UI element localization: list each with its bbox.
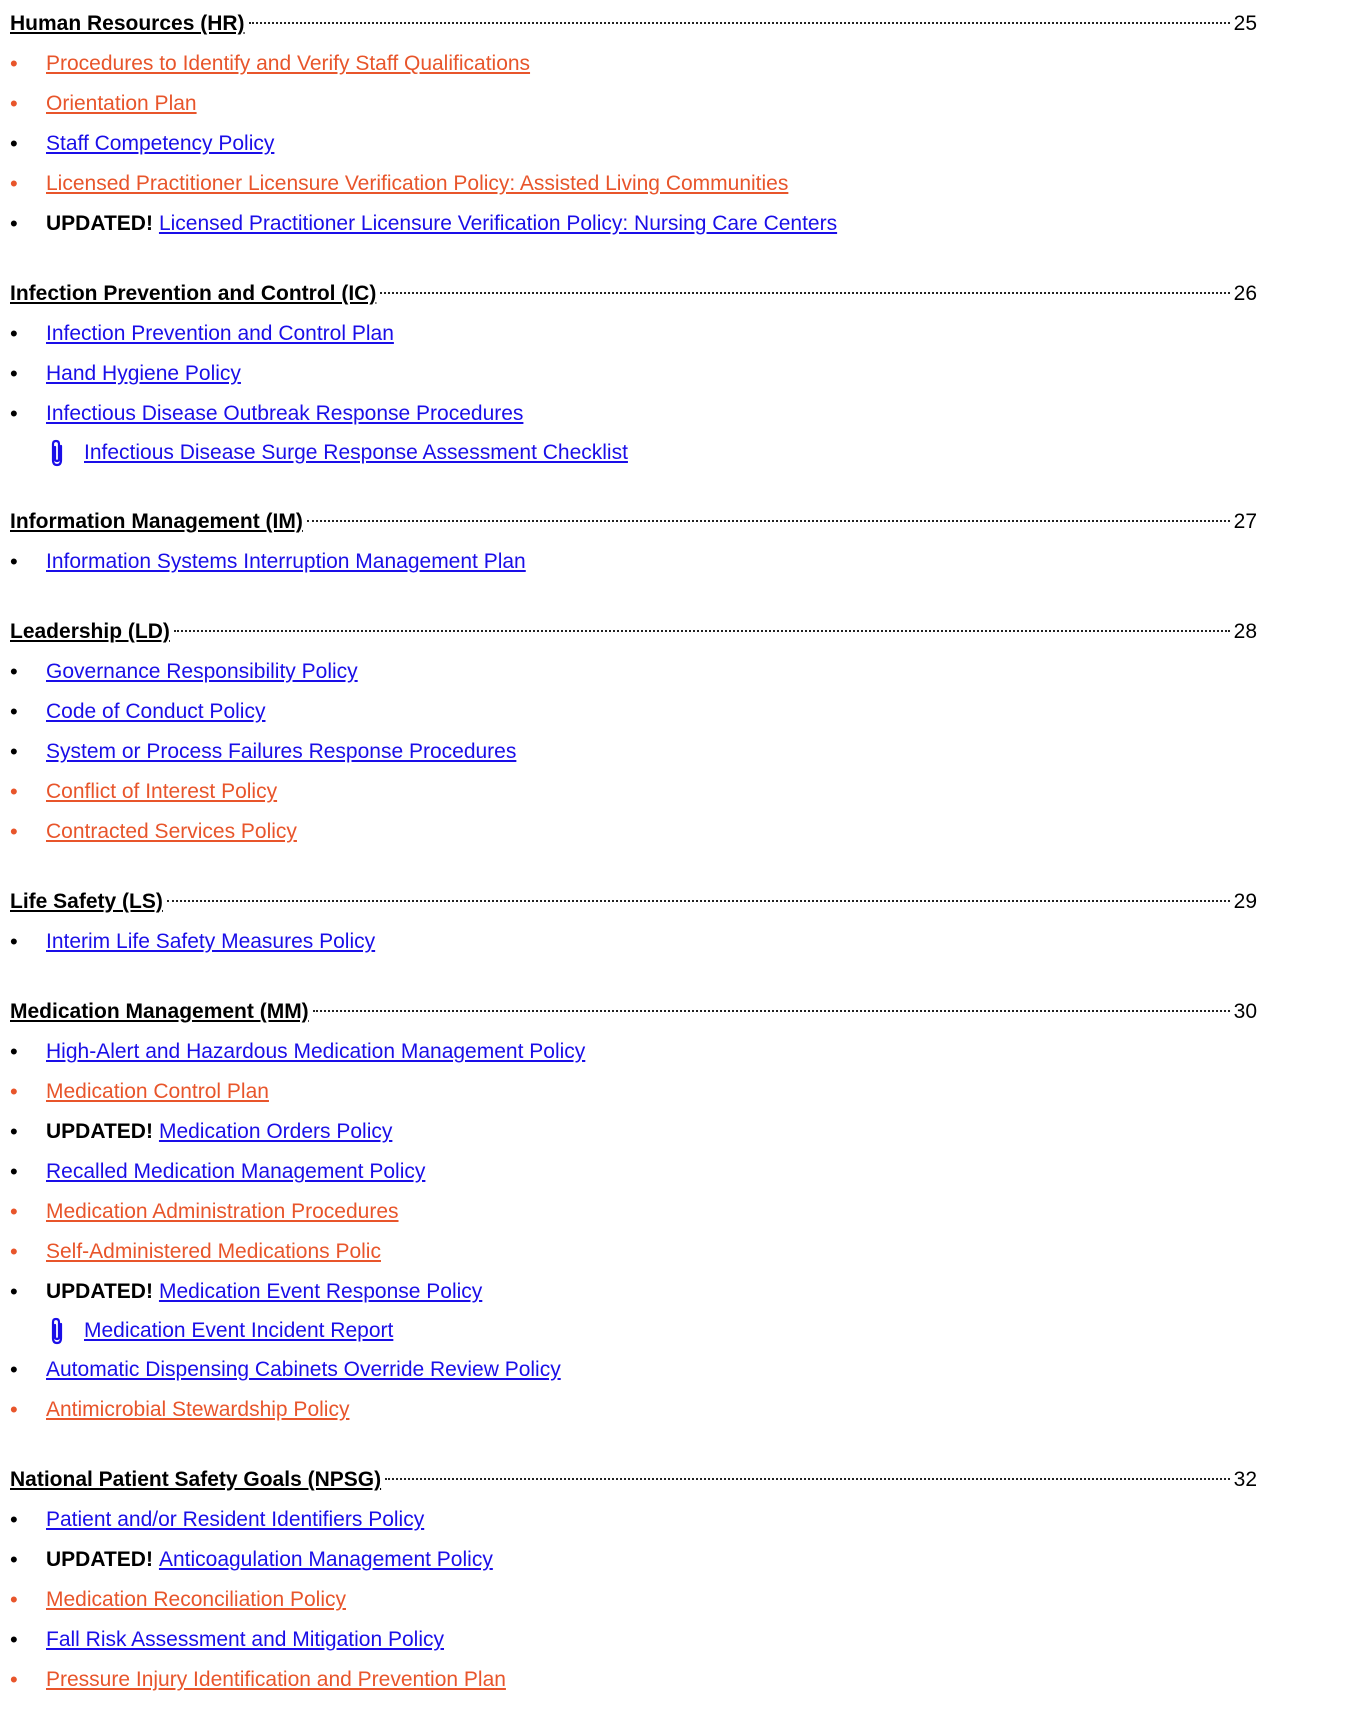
document-link[interactable]: Hand Hygiene Policy bbox=[46, 362, 241, 385]
bullet-icon: • bbox=[10, 361, 18, 386]
toc-section bbox=[10, 1460, 1347, 1700]
list-item bbox=[10, 84, 1347, 124]
bullet-icon: • bbox=[10, 1199, 18, 1224]
bullet-icon: • bbox=[10, 211, 18, 236]
document-link[interactable]: Medication Reconciliation Policy bbox=[46, 1588, 346, 1611]
toc-section bbox=[10, 612, 1347, 852]
toc-section bbox=[10, 4, 1347, 244]
bullet-icon: • bbox=[10, 1239, 18, 1264]
document-link[interactable]: Medication Administration Procedures bbox=[46, 1200, 399, 1223]
list-item bbox=[10, 812, 1347, 852]
document-link[interactable]: Pressure Injury Identification and Prevention Plan bbox=[46, 1668, 506, 1691]
section-item-list bbox=[10, 44, 1347, 244]
list-item bbox=[10, 1192, 1347, 1232]
section-title-link[interactable]: Leadership (LD) bbox=[10, 620, 170, 643]
document-link[interactable]: System or Process Failures Response Procedures bbox=[46, 740, 517, 763]
list-item bbox=[10, 1072, 1347, 1112]
toc-section bbox=[10, 992, 1347, 1430]
bullet-icon: • bbox=[10, 91, 18, 116]
section-title-link[interactable]: Human Resources (HR) bbox=[10, 12, 245, 35]
paperclip-icon bbox=[46, 1316, 68, 1346]
list-item bbox=[10, 1112, 1347, 1152]
list-item bbox=[10, 164, 1347, 204]
document-link[interactable]: Licensed Practitioner Licensure Verification Policy: Nursing Care Centers bbox=[158, 212, 838, 235]
attachment-item bbox=[10, 434, 1347, 472]
page-number: 28 bbox=[1233, 620, 1257, 643]
list-item bbox=[10, 124, 1347, 164]
document-link[interactable]: Staff Competency Policy bbox=[46, 132, 275, 155]
bullet-icon: • bbox=[10, 401, 18, 426]
bullet-icon: • bbox=[10, 1627, 18, 1652]
section-title-link[interactable]: Information Management (IM) bbox=[10, 510, 303, 533]
toc-section bbox=[10, 274, 1347, 472]
document-link[interactable]: Fall Risk Assessment and Mitigation Policy bbox=[46, 1628, 444, 1651]
section-title-link[interactable]: Life Safety (LS) bbox=[10, 890, 163, 913]
section-heading bbox=[10, 274, 1257, 314]
bullet-icon: • bbox=[10, 321, 18, 346]
list-item bbox=[10, 652, 1347, 692]
document-link[interactable]: Conflict of Interest Policy bbox=[46, 780, 278, 803]
list-item bbox=[10, 204, 1347, 244]
toc-section bbox=[10, 882, 1347, 962]
dot-leader bbox=[385, 1477, 1230, 1480]
section-heading bbox=[10, 882, 1257, 922]
toc-section bbox=[10, 502, 1347, 582]
updated-badge: UPDATED! bbox=[46, 1280, 153, 1303]
section-title-link[interactable]: Infection Prevention and Control (IC) bbox=[10, 282, 377, 305]
bullet-icon: • bbox=[10, 1667, 18, 1692]
bullet-icon: • bbox=[10, 929, 18, 954]
updated-badge: UPDATED! bbox=[46, 1120, 153, 1143]
document-link[interactable]: Infection Prevention and Control Plan bbox=[46, 322, 394, 345]
section-item-list bbox=[10, 1500, 1347, 1700]
bullet-icon: • bbox=[10, 131, 18, 156]
bullet-icon: • bbox=[10, 659, 18, 684]
bullet-icon: • bbox=[10, 171, 18, 196]
document-link[interactable]: Contracted Services Policy bbox=[46, 820, 297, 843]
list-item bbox=[10, 354, 1347, 394]
attachment-link[interactable]: Infectious Disease Surge Response Assessment Checklist bbox=[84, 441, 628, 464]
section-title-link[interactable]: National Patient Safety Goals (NPSG) bbox=[10, 1468, 382, 1491]
list-item bbox=[10, 394, 1347, 434]
document-link[interactable]: Automatic Dispensing Cabinets Override Review Policy bbox=[46, 1358, 561, 1381]
list-item bbox=[10, 732, 1347, 772]
bullet-icon: • bbox=[10, 779, 18, 804]
bullet-icon: • bbox=[10, 1279, 18, 1304]
document-link[interactable]: Governance Responsibility Policy bbox=[46, 660, 358, 683]
list-item bbox=[10, 1032, 1347, 1072]
document-link[interactable]: Infectious Disease Outbreak Response Procedures bbox=[46, 402, 524, 425]
document-link[interactable]: Procedures to Identify and Verify Staff Qualifications bbox=[46, 52, 531, 75]
document-link[interactable]: Antimicrobial Stewardship Policy bbox=[46, 1398, 350, 1421]
section-item-list bbox=[10, 314, 1347, 472]
dot-leader bbox=[167, 899, 1230, 902]
list-item bbox=[10, 1660, 1347, 1700]
bullet-icon: • bbox=[10, 549, 18, 574]
list-item bbox=[10, 1620, 1347, 1660]
document-link[interactable]: Medication Control Plan bbox=[46, 1080, 269, 1103]
section-item-list bbox=[10, 1032, 1347, 1430]
section-item-list bbox=[10, 922, 1347, 962]
bullet-icon: • bbox=[10, 1587, 18, 1612]
list-item bbox=[10, 1232, 1347, 1272]
list-item bbox=[10, 44, 1347, 84]
document-link[interactable]: Self-Administered Medications Polic bbox=[46, 1240, 381, 1263]
bullet-icon: • bbox=[10, 1357, 18, 1382]
list-item bbox=[10, 1580, 1347, 1620]
page-number: 25 bbox=[1233, 12, 1257, 35]
page-number: 26 bbox=[1233, 282, 1257, 305]
document-link[interactable]: Recalled Medication Management Policy bbox=[46, 1160, 426, 1183]
list-item bbox=[10, 542, 1347, 582]
dot-leader bbox=[380, 291, 1229, 294]
bullet-icon: • bbox=[10, 1547, 18, 1572]
list-item bbox=[10, 1390, 1347, 1430]
dot-leader bbox=[313, 1009, 1230, 1012]
bullet-icon: • bbox=[10, 1507, 18, 1532]
bullet-icon: • bbox=[10, 1397, 18, 1422]
page-number: 29 bbox=[1233, 890, 1257, 913]
section-heading bbox=[10, 612, 1257, 652]
list-item bbox=[10, 1500, 1347, 1540]
bullet-icon: • bbox=[10, 1159, 18, 1184]
bullet-icon: • bbox=[10, 819, 18, 844]
document-link[interactable]: Patient and/or Resident Identifiers Policy bbox=[46, 1508, 425, 1531]
bullet-icon: • bbox=[10, 739, 18, 764]
paperclip-icon bbox=[46, 438, 68, 468]
list-item bbox=[10, 922, 1347, 962]
list-item bbox=[10, 1350, 1347, 1390]
bullet-icon: • bbox=[10, 699, 18, 724]
list-item bbox=[10, 772, 1347, 812]
section-item-list bbox=[10, 652, 1347, 852]
bullet-icon: • bbox=[10, 51, 18, 76]
list-item bbox=[10, 314, 1347, 354]
document-link[interactable]: Medication Orders Policy bbox=[158, 1120, 393, 1143]
dot-leader bbox=[174, 629, 1230, 632]
bullet-icon: • bbox=[10, 1079, 18, 1104]
document-link[interactable]: Interim Life Safety Measures Policy bbox=[46, 930, 376, 953]
section-heading bbox=[10, 4, 1257, 44]
document-link[interactable]: Medication Event Response Policy bbox=[158, 1280, 483, 1303]
bullet-icon: • bbox=[10, 1119, 18, 1144]
document-link[interactable]: Anticoagulation Management Policy bbox=[158, 1548, 493, 1571]
page-number: 27 bbox=[1233, 510, 1257, 533]
list-item bbox=[10, 1272, 1347, 1312]
attachment-link[interactable]: Medication Event Incident Report bbox=[84, 1319, 394, 1342]
section-heading bbox=[10, 502, 1257, 542]
bullet-icon: • bbox=[10, 1039, 18, 1064]
section-heading bbox=[10, 1460, 1257, 1500]
dot-leader bbox=[249, 21, 1230, 24]
document-link[interactable]: Information Systems Interruption Management Plan bbox=[46, 550, 526, 573]
page-number: 30 bbox=[1233, 1000, 1257, 1023]
document-link[interactable]: Code of Conduct Policy bbox=[46, 700, 266, 723]
dot-leader bbox=[307, 519, 1230, 522]
document-link[interactable]: Orientation Plan bbox=[46, 92, 197, 115]
document-link[interactable]: High-Alert and Hazardous Medication Management Policy bbox=[46, 1040, 586, 1063]
list-item bbox=[10, 1540, 1347, 1580]
list-item bbox=[10, 692, 1347, 732]
updated-badge: UPDATED! bbox=[46, 1548, 153, 1571]
updated-badge: UPDATED! bbox=[46, 212, 153, 235]
attachment-item bbox=[10, 1312, 1347, 1350]
list-item bbox=[10, 1152, 1347, 1192]
section-heading bbox=[10, 992, 1257, 1032]
section-title-link[interactable]: Medication Management (MM) bbox=[10, 1000, 309, 1023]
document-link[interactable]: Licensed Practitioner Licensure Verification Policy: Assisted Living Communities bbox=[46, 172, 789, 195]
section-item-list bbox=[10, 542, 1347, 582]
page-number: 32 bbox=[1233, 1468, 1257, 1491]
